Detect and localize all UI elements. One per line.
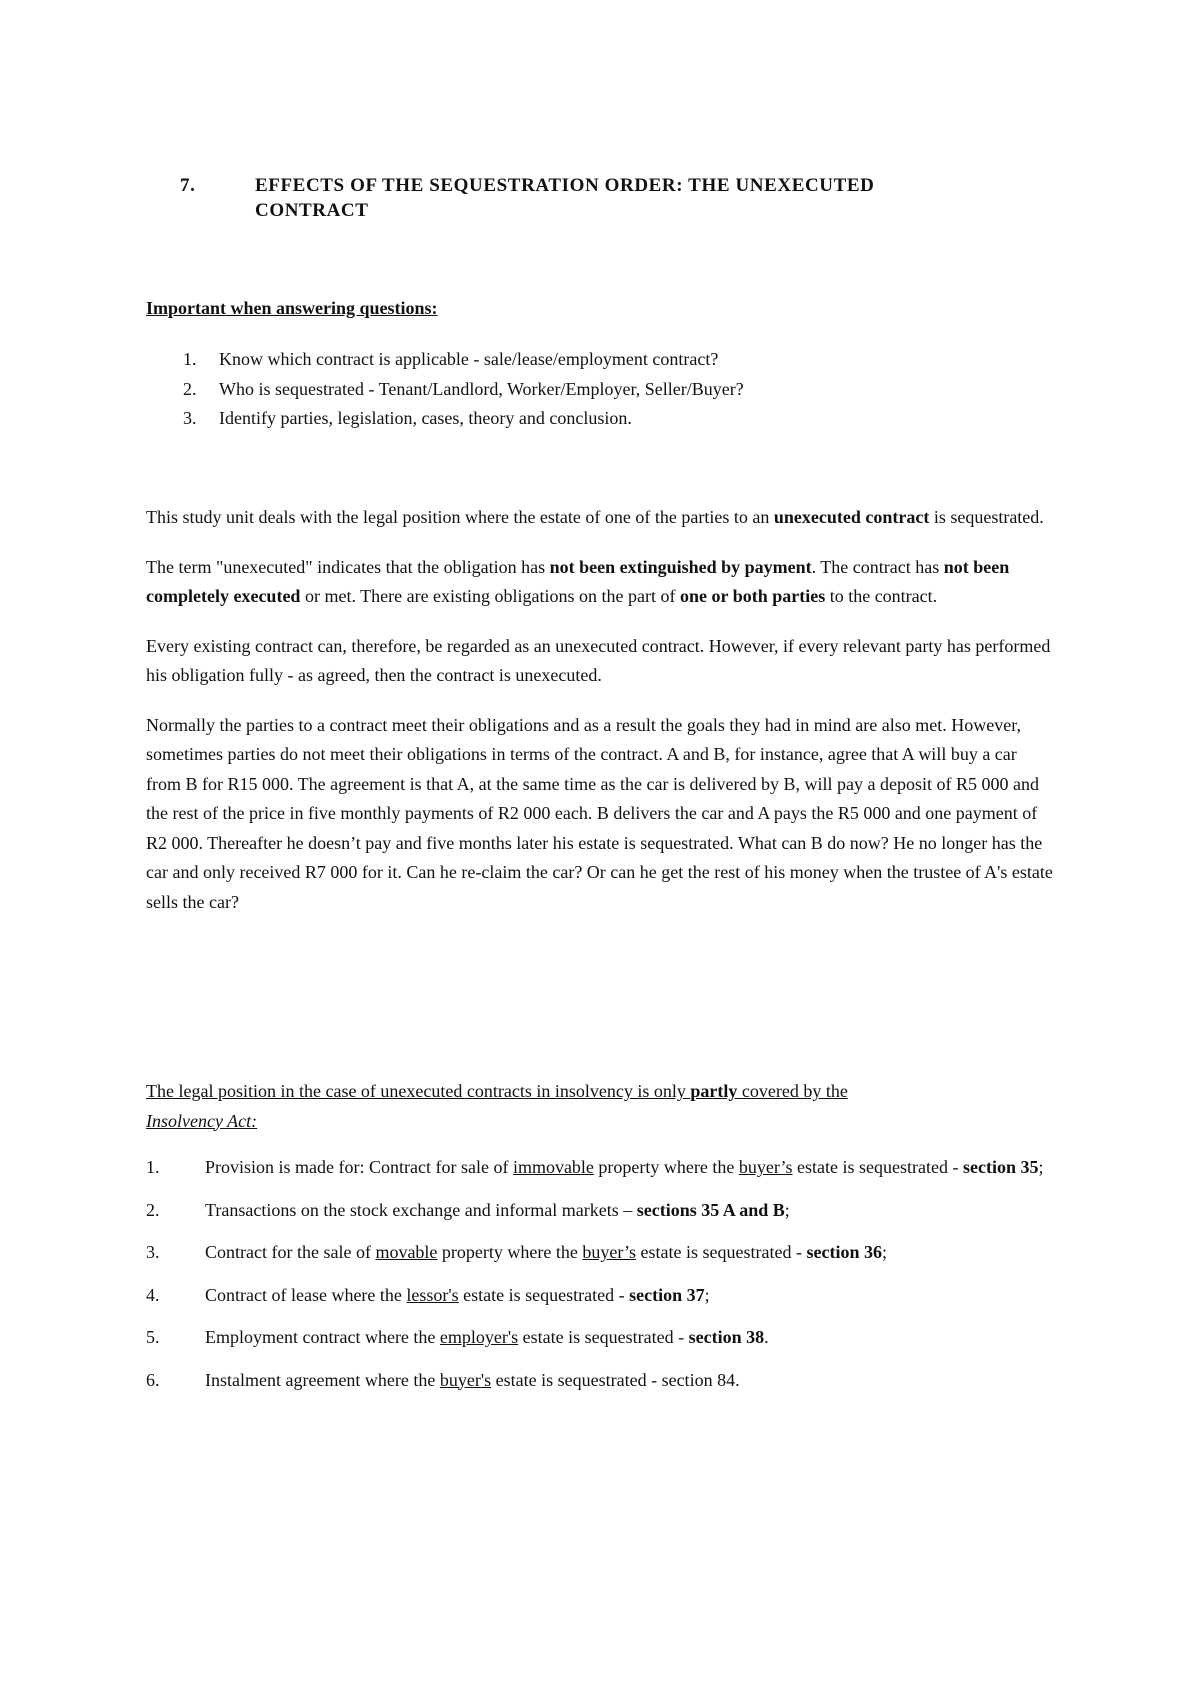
text-run: Employment contract where the: [205, 1327, 440, 1347]
text-run: Contract for the sale of: [205, 1242, 376, 1262]
text-run: ;: [784, 1199, 790, 1220]
text-run: estate is sequestrated -: [458, 1284, 630, 1305]
text-run: estate is sequestrated -: [792, 1157, 963, 1177]
text-run: The term "unexecuted" indicates that the obligation has: [146, 556, 550, 577]
list-number: 6.: [146, 1369, 160, 1390]
section-reference: sections 35 A and B: [636, 1199, 785, 1220]
paragraph-intro: [146, 503, 1056, 533]
text-run: Provision is made for: Contract for sale of: [205, 1157, 513, 1177]
text-run: ;: [1038, 1157, 1044, 1177]
text-run: . The contract has: [811, 556, 944, 577]
list-text: [205, 1323, 1066, 1353]
text-run: property where the: [593, 1157, 739, 1177]
underlined-term: employer's: [439, 1327, 519, 1347]
list-text: [205, 1153, 1066, 1183]
list-text: [205, 1281, 1066, 1311]
bold-term: partly: [690, 1081, 738, 1101]
text-run: Instalment agreement where the: [205, 1369, 440, 1390]
provisions-list: [146, 1153, 1066, 1408]
paragraph-definition: [146, 553, 1056, 612]
section-reference: section 36: [806, 1242, 882, 1262]
list-item: [146, 404, 1046, 434]
text-run: .: [764, 1327, 769, 1347]
list-number: 2.: [183, 378, 197, 399]
list-text: Know which contract is applicable - sale/lease/employment contract?: [219, 349, 719, 369]
text-run: or met. There are existing obligations on the part of: [300, 586, 681, 606]
important-label: Important when answering questions:: [146, 298, 438, 318]
list-number: 1.: [146, 1157, 160, 1177]
list-item: [146, 1238, 1066, 1268]
text-run: estate is sequestrated - section 84.: [491, 1369, 740, 1390]
act-name: Insolvency Act:: [146, 1110, 258, 1131]
underlined-term: buyer’s: [582, 1242, 637, 1262]
text-run: Transactions on the stock exchange and informal markets –: [205, 1199, 637, 1220]
text-run: ;: [704, 1284, 710, 1305]
list-number: 3.: [183, 408, 197, 428]
section-reference: section 37: [629, 1284, 705, 1305]
list-number: 3.: [146, 1242, 160, 1262]
list-item: [146, 375, 1046, 405]
list-item: [146, 345, 1046, 375]
bold-term: not been completely executed: [146, 556, 1010, 606]
text-run: covered by the: [737, 1081, 848, 1101]
list-item: [146, 1196, 1066, 1226]
body-text: [146, 503, 1056, 937]
list-text: [205, 1366, 1066, 1396]
text-run: to the contract.: [825, 586, 938, 606]
bold-term: not been extinguished by payment: [549, 556, 812, 577]
underlined-term: lessor's: [406, 1284, 459, 1305]
text-run: estate is sequestrated -: [636, 1242, 807, 1262]
underlined-term: immovable: [512, 1157, 594, 1177]
text-run: ;: [881, 1242, 887, 1262]
text-run: The legal position in the case of unexecuted contracts in insolvency is only: [146, 1081, 691, 1101]
list-text: [205, 1196, 1066, 1226]
bold-term: one or both parties: [680, 586, 826, 606]
section-reference: section 38: [688, 1327, 765, 1347]
underlined-term: buyer’s: [738, 1157, 793, 1177]
list-number: 2.: [146, 1199, 160, 1220]
list-item: [146, 1366, 1066, 1396]
list-number: 4.: [146, 1284, 160, 1305]
section-reference: section 35: [962, 1157, 1039, 1177]
list-item: [146, 1153, 1066, 1183]
list-text: Identify parties, legislation, cases, theory and conclusion.: [219, 408, 632, 428]
text-run: Contract of lease where the: [205, 1284, 407, 1305]
underlined-term: movable: [375, 1242, 438, 1262]
text-run: property where the: [437, 1242, 583, 1262]
paragraph-existing-contract: Every existing contract can, therefore, be regarded as an unexecuted contract. However, if every relevant party has performed his obligation fully - as agreed, then the contract is unexecuted.: [146, 635, 1051, 685]
list-number: 5.: [146, 1327, 160, 1347]
legal-position-heading: [146, 1077, 1056, 1136]
text-run: estate is sequestrated -: [518, 1327, 689, 1347]
section-number: 7.: [180, 175, 196, 196]
questions-list: [146, 345, 1046, 434]
paragraph-example: Normally the parties to a contract meet their obligations and as a result the goals they had in mind are also met. However, sometimes parties do not meet their obligations in terms of the contract. A and B, for instance, agree that A will buy a car from B for R15 000. The agreement is that A, at the same time as the car is delivered by B, will pay a deposit of R5 000 and the rest of the price in five monthly payments of R2 000 each. B delivers the car and A pays the R5 000 and one payment of R2 000. Thereafter he doesn’t pay and five months later his estate is sequestrated. What can B do now? He no longer has the car and only received R7 000 for it. Can he re-claim the car? Or can he get the rest of his money when the trustee of A's estate sells the car?: [146, 714, 1053, 912]
bold-term: unexecuted contract: [773, 507, 930, 527]
list-text: [205, 1238, 1066, 1268]
list-item: [146, 1281, 1066, 1311]
list-number: 1.: [183, 349, 197, 369]
list-text: Who is sequestrated - Tenant/Landlord, Worker/Employer, Seller/Buyer?: [219, 378, 744, 399]
section-title: EFFECTS OF THE SEQUESTRATION ORDER: THE UNEXECUTED CONTRACT: [255, 175, 875, 221]
text-run: This study unit deals with the legal position where the estate of one of the parties to an: [146, 507, 774, 527]
underlined-term: buyer's: [439, 1369, 492, 1390]
text-run: is sequestrated.: [929, 507, 1044, 527]
list-item: [146, 1323, 1066, 1353]
